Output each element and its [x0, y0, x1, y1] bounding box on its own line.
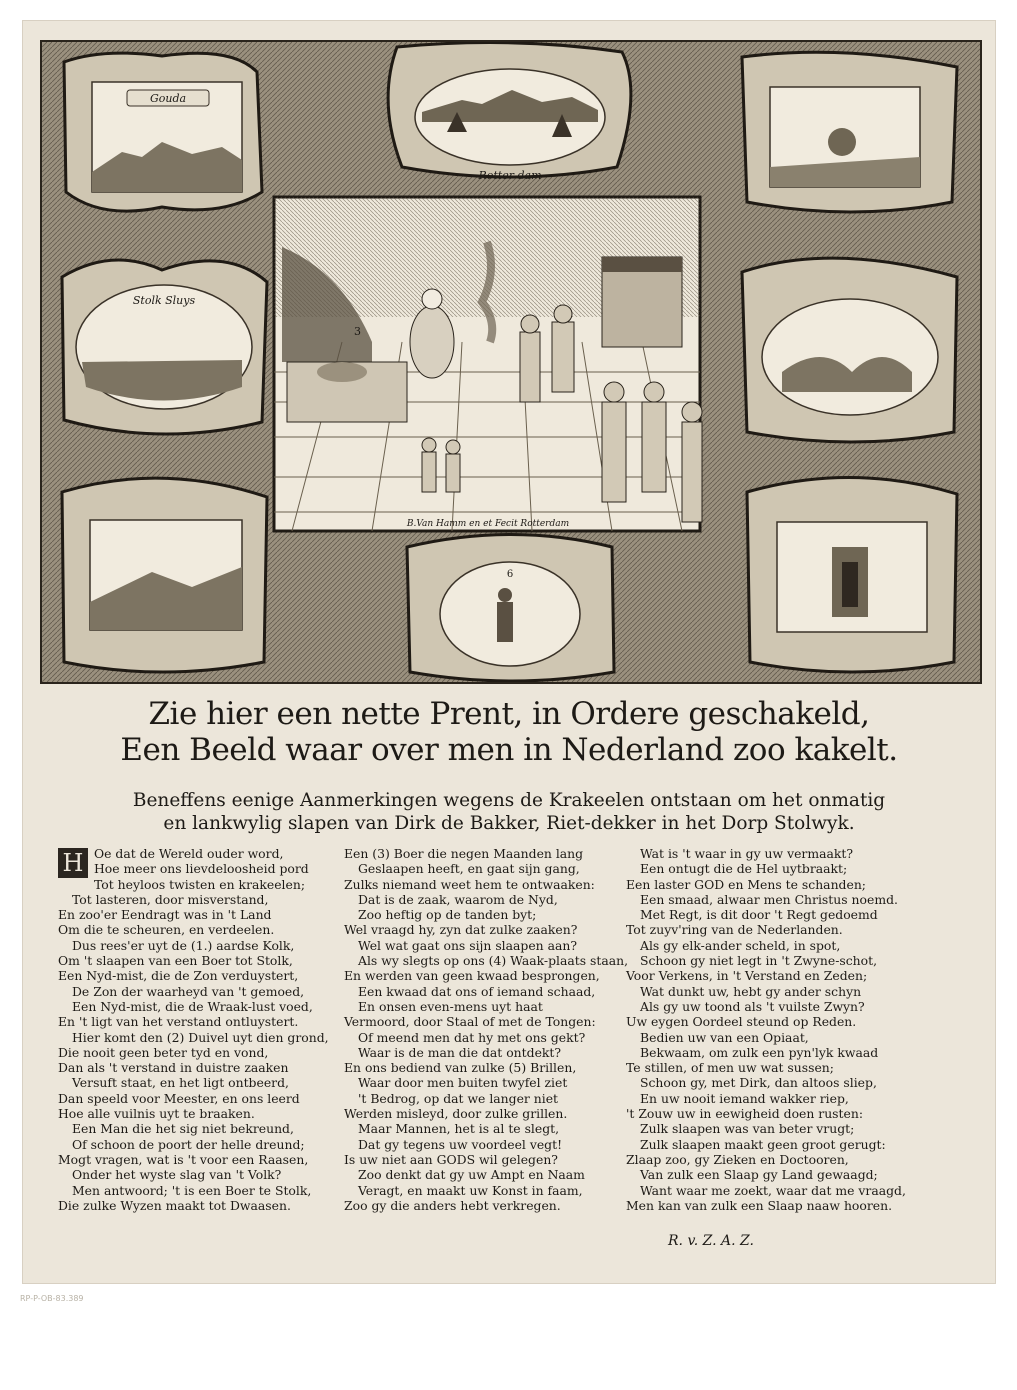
poem-line: Wat dunkt uw, hebt gy ander schyn [640, 983, 862, 999]
label-gouda: Gouda [149, 92, 187, 105]
poem-line: En 't ligt van het verstand ontluystert. [58, 1014, 299, 1030]
engraver-signature: B.Van Hamm en et Fecit Rotterdam [406, 519, 570, 529]
poem-line: Waar is de man die dat ontdekt? [358, 1044, 562, 1060]
poem-line: Die zulke Wyzen maakt tot Dwaasen. [58, 1197, 291, 1213]
cartouche-rotterdam [388, 43, 631, 182]
poem-line: Oe dat de Wereld ouder word, [94, 846, 284, 861]
cartouche-right-middle [742, 258, 957, 442]
poem-line: Zoo denkt dat gy uw Ampt en Naam [358, 1167, 585, 1183]
engraving-print [40, 40, 982, 684]
poem-line: Die nooit geen beter tyd en vond, [58, 1044, 269, 1060]
poem-line: Dan als 't verstand in duistre zaaken [58, 1060, 289, 1076]
cartouche-stolk-sluys [62, 260, 267, 434]
cartouche-bottom-center [407, 535, 614, 682]
poem-line: 't Bedrog, op dat we langer niet [358, 1090, 559, 1106]
poem-line: Een Man die het sig niet bekreund, [72, 1121, 294, 1137]
cartouche-number-6: 6 [506, 569, 514, 580]
poem-line: Een Nyd-mist, die de Wraak-lust voed, [72, 998, 313, 1014]
poem-line: Of schoon de poort der helle dreund; [72, 1136, 305, 1152]
poem-line: Waar door men buiten twyfel ziet [358, 1075, 568, 1091]
poem-line: Mogt vragen, wat is 't voor een Raasen, [58, 1151, 309, 1167]
poem-line: Zlaap zoo, gy Zieken en Doctooren, [626, 1151, 849, 1167]
poem-line: Te stillen, of men uw wat sussen; [626, 1060, 834, 1076]
poem-line: De Zon der waarheyd van 't gemoed, [72, 983, 305, 999]
poem-line: Dat is de zaak, waarom de Nyd, [358, 891, 558, 907]
label-stolk-sluys: Stolk Sluys [132, 294, 196, 307]
subtitle-line-1: Beneffens eenige Aanmerkingen wegens de Krakeelen ontstaan om het onmatig [132, 790, 886, 811]
poem-column-3 [626, 846, 926, 1213]
poem-line: Een ontugt die de Hel uytbraakt; [640, 861, 848, 877]
poem-line: Tot lasteren, door misverstand, [72, 891, 269, 907]
poem-line: Tot heyloos twisten en krakeelen; [94, 876, 306, 892]
label-rotterdam: Rotter dam [478, 169, 542, 182]
poem-line: Als wy slegts op ons (4) Waak-plaats staan, [358, 953, 629, 969]
poem-line: Dat gy tegens uw voordeel vegt! [358, 1136, 563, 1152]
poem-line: En werden van geen kwaad besprongen, [344, 968, 600, 984]
poem-line: Zulk slaapen was van beter vrugt; [640, 1121, 855, 1137]
poem-line: Dus rees'er uyt de (1.) aardse Kolk, [72, 937, 295, 953]
poem-line: Wat is 't waar in gy uw vermaakt? [640, 846, 853, 861]
cartouche-bottom-right [747, 477, 957, 672]
poem-line: Veragt, en maakt uw Konst in faam, [358, 1182, 583, 1198]
poem-line: Met Regt, is dit door 't Regt gedoemd [640, 907, 878, 923]
poem-line: En zoo'er Eendragt was in 't Land [58, 907, 272, 923]
poem-line: Hoe meer ons lievdeloosheid pord [94, 861, 309, 877]
central-scene [274, 197, 702, 531]
poem-line: Men kan van zulk een Slaap naaw hooren. [626, 1197, 893, 1213]
poem-line: Uw eygen Oordeel steund op Reden. [626, 1014, 857, 1030]
poem-line: Bedien uw van een Opiaat, [640, 1029, 809, 1045]
poem-line: Onder het wyste slag van 't Volk? [72, 1167, 282, 1183]
poem-line: Als gy elk-ander scheld, in spot, [640, 937, 841, 953]
poem-column-2 [344, 846, 644, 1213]
poem-line: Wel wat gaat ons sijn slaapen aan? [358, 937, 577, 953]
poem-line: Zulks niemand weet hem te ontwaaken: [344, 876, 595, 892]
poem-line: 't Zouw uw in eewigheid doen rusten: [626, 1106, 864, 1122]
cartouche-gouda [64, 53, 262, 211]
author-signature: R. v. Z. A. Z. [668, 1233, 754, 1249]
poem-line: Een smaad, alwaar men Christus noemd. [640, 891, 898, 907]
poem-line: Hoe alle vuilnis uyt te braaken. [58, 1106, 255, 1122]
poem-line: Een kwaad dat ons of iemand schaad, [358, 983, 596, 999]
poem-line: En uw nooit iemand wakker riep, [640, 1090, 849, 1106]
poem-line: Is uw niet aan GODS wil gelegen? [344, 1151, 558, 1167]
poem-line: Maar Mannen, het is al te slegt, [358, 1121, 560, 1137]
poem-line: Een laster GOD en Mens te schanden; [626, 876, 866, 892]
poem-line: Een Nyd-mist, die de Zon verduystert, [58, 968, 299, 984]
poem-line: Vermoord, door Staal of met de Tongen: [344, 1014, 596, 1030]
poem-line: Als gy uw toond als 't vuilste Zwyn? [640, 998, 865, 1014]
scene-number-3: 3 [354, 325, 361, 338]
title-line-2: Een Beeld waar over men in Nederland zoo kakelt. [120, 732, 898, 768]
poem-line: En ons bediend van zulke (5) Brillen, [344, 1060, 577, 1076]
poem-line: Zoo gy die anders hebt verkregen. [344, 1197, 561, 1213]
poem-line: Geslaapen heeft, en gaat sijn gang, [358, 861, 580, 877]
poem-line: Of meend men dat hy met ons gekt? [358, 1029, 586, 1045]
poem-column-1 [58, 846, 358, 1213]
poem-line: Tot zuyv'ring van de Nederlanden. [626, 922, 843, 938]
title-line-1: Zie hier een nette Prent, in Ordere geschakeld, [148, 696, 870, 732]
poem-line: Werden misleyd, door zulke grillen. [344, 1106, 568, 1122]
poem-line: Wel vraagd hy, zyn dat zulke zaaken? [344, 922, 578, 938]
drop-cap: H [58, 848, 88, 878]
poem-line: Om 't slaapen van een Boer tot Stolk, [58, 953, 293, 969]
poem-line: Dan speeld voor Meester, en ons leerd [58, 1090, 300, 1106]
poem-line: Van zulk een Slaap gy Land gewaagd; [640, 1167, 878, 1183]
poem-line: Want waar me zoekt, waar dat me vraagd, [640, 1182, 906, 1198]
poem-line: Bekwaam, om zulk een pyn'lyk kwaad [640, 1044, 879, 1060]
poem-line: Zulk slaapen maakt geen groot gerugt: [640, 1136, 886, 1152]
poem-line: Schoon gy, met Dirk, dan altoos sliep, [640, 1075, 877, 1091]
poem-line: Om die te scheuren, en verdeelen. [58, 922, 275, 938]
poem-line: Een (3) Boer die negen Maanden lang [344, 846, 584, 861]
poem-line: Hier komt den (2) Duivel uyt dien grond, [72, 1029, 329, 1045]
poem-line: Men antwoord; 't is een Boer te Stolk, [72, 1182, 312, 1198]
poem-line: En onsen even-mens uyt haat [358, 998, 543, 1014]
cartouche-top-right [742, 52, 957, 212]
poem-line: Versuft staat, en het ligt ontbeerd, [72, 1075, 289, 1091]
engraving-illustration [42, 42, 980, 682]
cartouche-bottom-left [62, 478, 267, 672]
edge-mark: RP-P-OB-83.389 [20, 1294, 84, 1303]
poem-line: Zoo heftig op de tanden byt; [358, 907, 537, 923]
subtitle-line-2: en lankwylig slapen van Dirk de Bakker, Riet-dekker in het Dorp Stolwyk. [163, 813, 855, 834]
poem-line: Schoon gy niet legt in 't Zwyne-schot, [640, 953, 878, 969]
poem-line: Voor Verkens, in 't Verstand en Zeden; [626, 968, 868, 984]
